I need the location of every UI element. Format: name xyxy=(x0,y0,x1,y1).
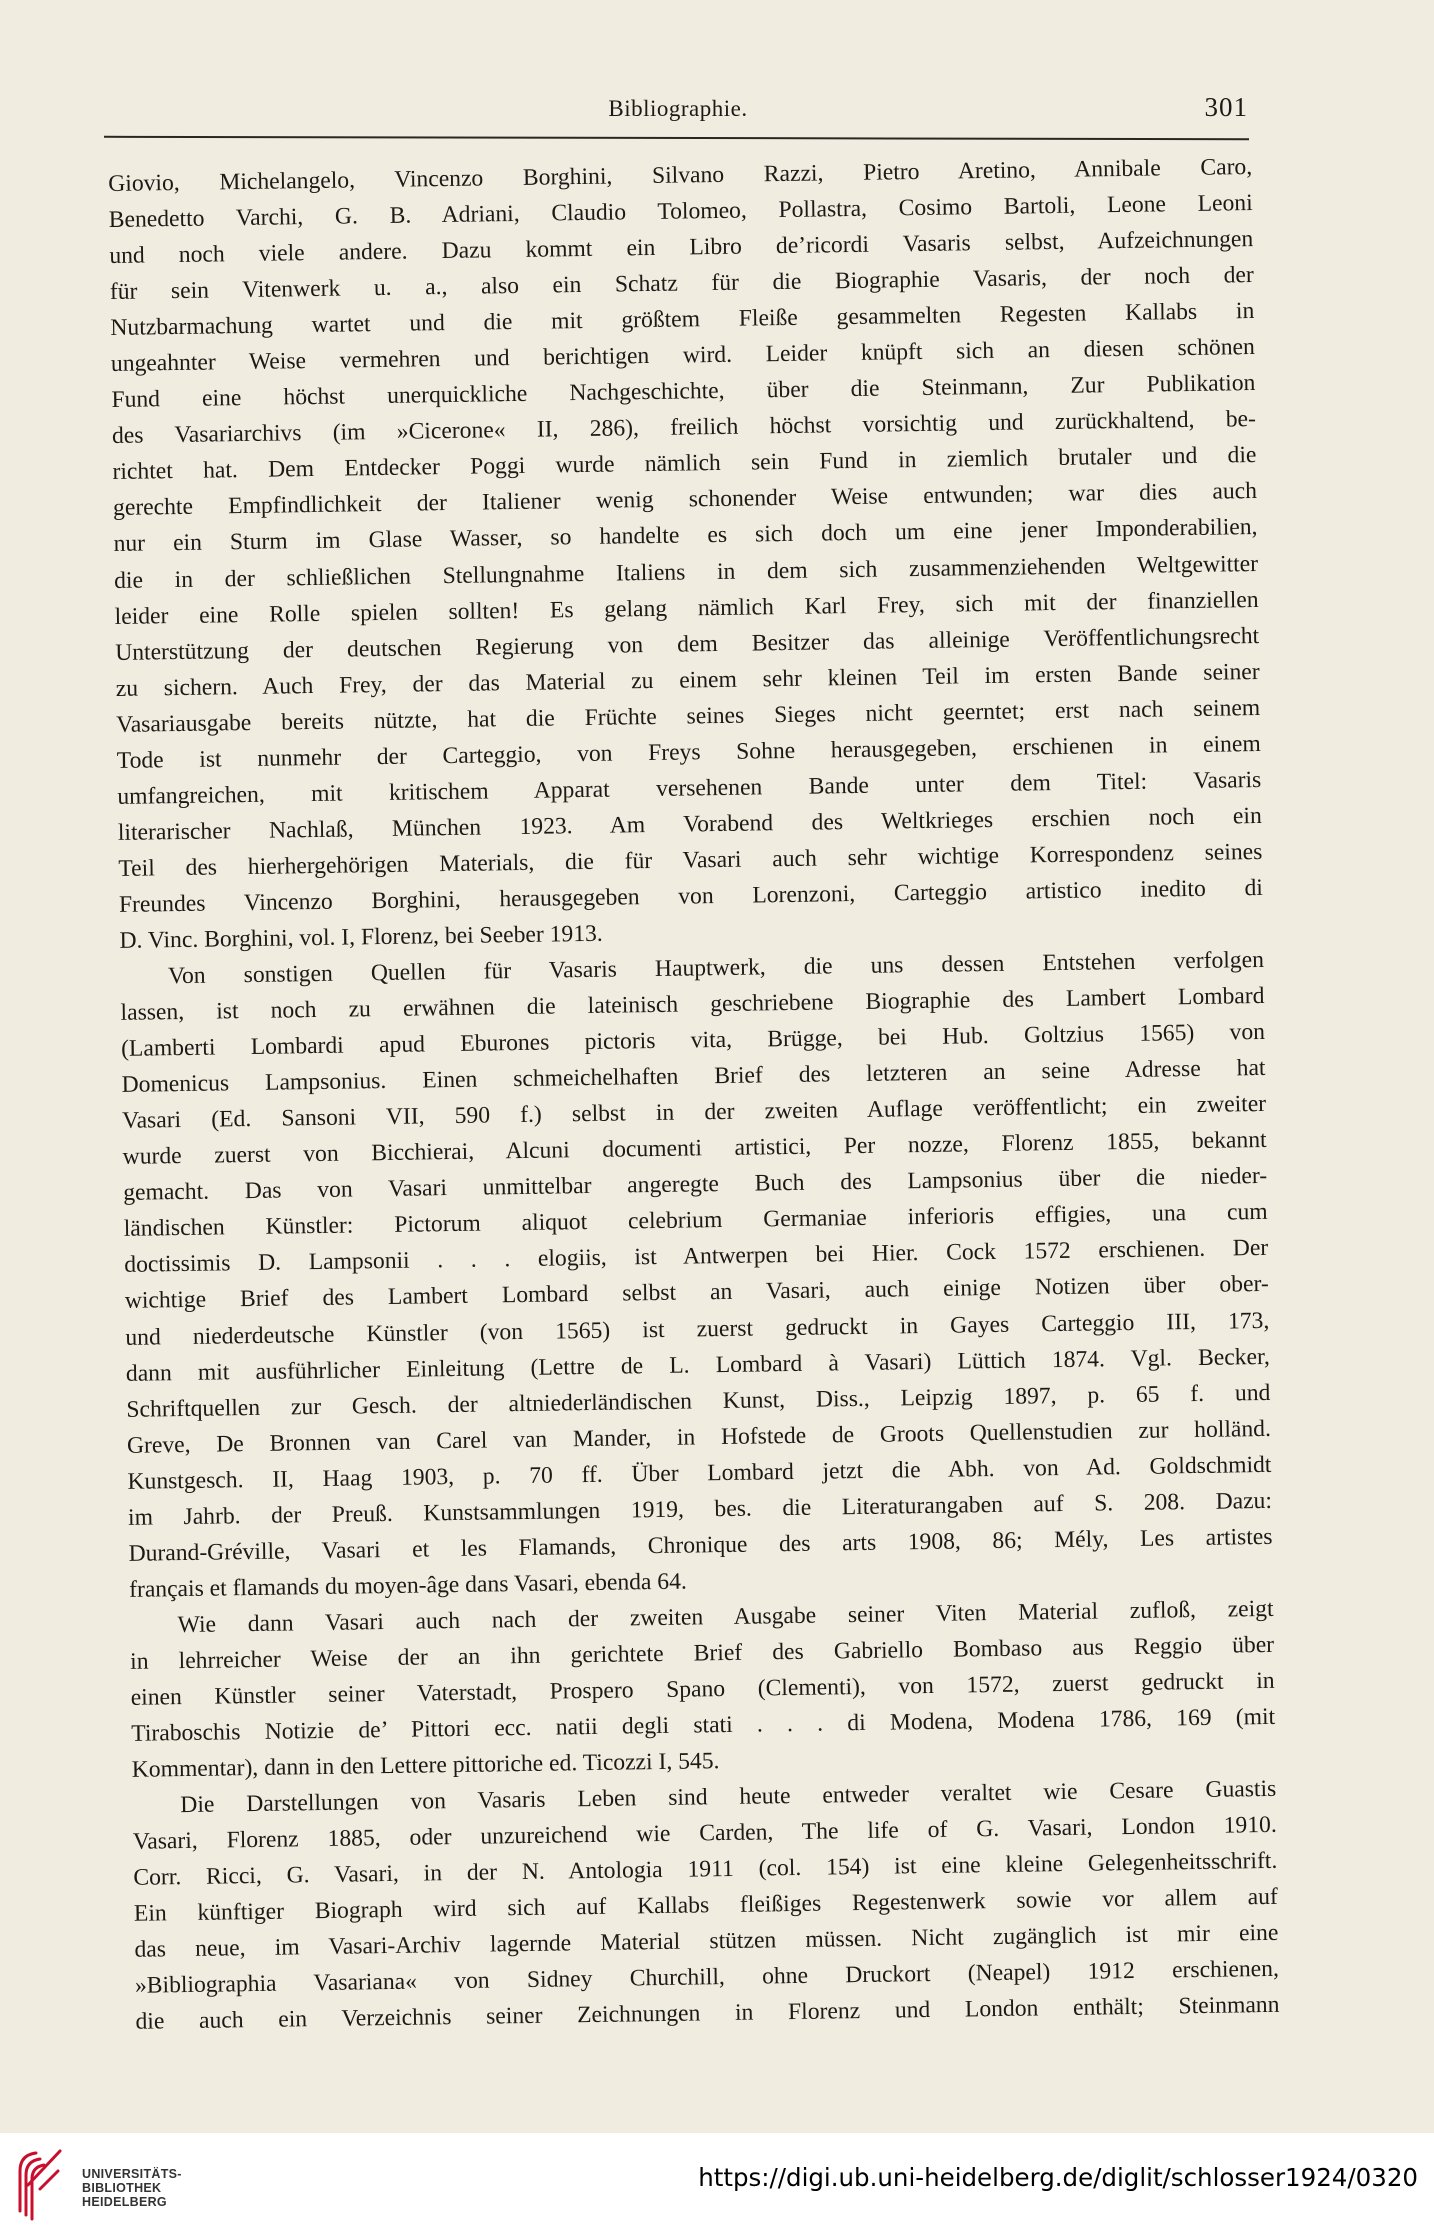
running-title: Bibliographie. xyxy=(608,96,748,121)
text-line: Kunstgesch. II, Haag 1903, p. 70 ff. Über Lombard jetzt die Abh. von Ad. Goldschmidt xyxy=(127,1451,1272,1495)
text-line: richtet hat. Dem Entdecker Poggi wurde nämlich sein Fund in ziemlich brutaler und die xyxy=(112,442,1257,486)
text-line: gemacht. Das von Vasari unmittelbar angeregte Buch des Lampsonius über die nieder- xyxy=(123,1163,1268,1207)
text-line: Durand-Gréville, Vasari et les Flamands, Chronique des arts 1908, 86; Mély, Les artistes xyxy=(128,1523,1273,1567)
body-text xyxy=(108,149,1280,2040)
text-line: die in der schließlichen Stellungnahme Italiens in dem sich zusammenziehenden Weltgewitter xyxy=(113,550,1259,594)
text-line: Teil des hierhergehörigen Materials, die für Vasari auch sehr wichtige Korrespondenz seines xyxy=(118,838,1263,882)
text-line: Tiraboschis Notizie de’ Pittori ecc. natii degli stati . . . di Modena, Modena 1786, 169 (mit xyxy=(131,1703,1276,1747)
text-line: Freundes Vincenzo Borghini, herausgegeben von Lorenzoni, Carteggio artistico inedito di xyxy=(118,874,1264,918)
text-line: lassen, ist noch zu erwähnen die lateinisch geschriebene Biographie des Lambert Lombard xyxy=(120,983,1265,1026)
text-line: Unterstützung der deutschen Regierung von dem Besitzer das alleinige Veröffentlichungsrecht xyxy=(115,622,1260,666)
text-line: Die Darstellungen von Vasaris Leben sind heute entweder veraltet wie Cesare Guastis xyxy=(180,1775,1277,1819)
text-line: Von sonstigen Quellen für Vasaris Hauptwerk, die uns dessen Entstehen verfolgen xyxy=(167,946,1265,990)
text-line: doctissimis D. Lampsonii . . . elogiis, ist Antwerpen bei Hier. Cock 1572 erschienen. Der xyxy=(124,1235,1269,1279)
text-line: Vasari, Florenz 1885, oder unzureichend wie Carden, The life of G. Vasari, London 1910. xyxy=(132,1812,1277,1855)
text-line: Wie dann Vasari auch nach der zweiten Ausgabe seiner Viten Material zufloß, zeigt xyxy=(177,1595,1274,1639)
page-number: 301 xyxy=(1204,92,1248,122)
text-line: leider eine Rolle spielen sollten! Es gelang nämlich Karl Frey, sich mit der finanziellen xyxy=(114,586,1259,630)
text-line: Vasari (Ed. Sansoni VII, 590 f.) selbst in der zweiten Auflage veröffentlicht; ein zweiter xyxy=(121,1091,1267,1135)
text-line: für sein Vitenwerk u. a., also ein Schatz für die Biographie Vasaris, der noch der xyxy=(109,262,1254,306)
text-line: D. Vinc. Borghini, vol. I, Florenz, bei Seeber 1913. xyxy=(119,920,603,954)
library-name-line: UNIVERSITÄTS- xyxy=(82,2167,182,2181)
text-line: Benedetto Varchi, G. B. Adriani, Claudio Tolomeo, Pollastra, Cosimo Bartoli, Leone Leoni xyxy=(108,190,1253,234)
text-line: »Bibliographia Vasariana« von Sidney Churchill, ohne Druckort (Neapel) 1912 erschienen, xyxy=(134,1956,1280,2000)
library-name-line: BIBLIOTHEK xyxy=(82,2181,162,2195)
text-line: nur ein Sturm im Glase Wasser, so handelte es sich doch um eine jener Imponderabilien, xyxy=(113,514,1258,558)
text-line: zu sichern. Auch Frey, der das Material zu einem sehr kleinen Teil im ersten Bande seiner xyxy=(115,658,1260,702)
text-line: im Jahrb. der Preuß. Kunstsammlungen 1919, bes. die Literaturangaben auf S. 208. Dazu: xyxy=(127,1487,1273,1531)
text-line: Kommentar), dann in den Lettere pittoriche ed. Ticozzi I, 545. xyxy=(131,1748,720,1783)
text-line: und niederdeutsche Künstler (von 1565) ist zuerst gedruckt in Gayes Carteggio III, 173, xyxy=(125,1307,1270,1351)
text-line: (Lamberti Lombardi apud Eburones pictoris vita, Brügge, bei Hub. Goltzius 1565) von xyxy=(120,1019,1266,1063)
text-line: Tode ist nunmehr der Carteggio, von Freys Sohne herausgegeben, erschienen in einem xyxy=(116,730,1261,774)
text-line: Vasariausgabe bereits nützte, hat die Früchte seines Sieges nicht geerntet; erst nach seinem xyxy=(116,694,1261,738)
text-line: und noch viele andere. Dazu kommt ein Libro de’ricordi Vasaris selbst, Aufzeichnungen xyxy=(109,226,1254,270)
text-line: ungeahnter Weise vermehren und berichtigen wird. Leider knüpft sich an diesen schönen xyxy=(110,334,1256,378)
text-line: literarischer Nachlaß, München 1923. Am Vorabend des Weltkrieges erschien noch ein xyxy=(117,802,1262,846)
text-line: wurde zuerst von Bicchierai, Alcuni documenti artistici, Per nozze, Florenz 1855, bekannt xyxy=(122,1127,1267,1171)
text-line: Ein künftiger Biograph wird sich auf Kallabs fleißiges Regestenwerk sowie vor allem auf xyxy=(133,1884,1279,1928)
text-line: gerechte Empfindlichkeit der Italiener wenig schonender Weise entwunden; war dies auch xyxy=(112,478,1258,522)
text-line: français et flamands du moyen-âge dans Vasari, ebenda 64. xyxy=(128,1568,688,1603)
text-line: in lehrreicher Weise der an ihn gerichtete Brief des Gabriello Bombaso aus Reggio über xyxy=(129,1631,1275,1675)
source-url-link[interactable]: https://digi.ub.uni-heidelberg.de/diglit/schlosser1924/0320 xyxy=(698,2163,1418,2192)
text-line: Fund eine höchst unerquickliche Nachgeschichte, über die Steinmann, Zur Publikation xyxy=(111,370,1256,414)
text-line: umfangreichen, mit kritischem Apparat versehenen Bande unter dem Titel: Vasaris xyxy=(117,766,1262,810)
text-line: einen Künstler seiner Vaterstadt, Prospero Spano (Clementi), von 1572, zuerst gedruckt in xyxy=(130,1667,1275,1711)
text-line: Domenicus Lampsonius. Einen schmeichelhaften Brief des letzteren an seine Adresse hat xyxy=(121,1055,1266,1099)
text-line: ländischen Künstler: Pictorum aliquot celebrium Germaniae inferioris effigies, una cum xyxy=(123,1199,1268,1243)
text-line: das neue, im Vasari-Archiv lagernde Material stützen müssen. Nicht zugänglich ist mir eine xyxy=(134,1920,1279,1964)
text-line: Corr. Ricci, G. Vasari, in der N. Antologia 1911 (col. 154) ist eine kleine Gelegenheitsschrift. xyxy=(133,1848,1278,1892)
text-line: dann mit ausführlicher Einleitung (Lettre de L. Lombard à Vasari) Lüttich 1874. Vgl. Becker, xyxy=(125,1343,1270,1387)
text-line: die auch ein Verzeichnis seiner Zeichnungen in Florenz und London enthält; Steinmann xyxy=(135,1992,1280,2036)
text-line: Nutzbarmachung wartet und die mit größtem Fleiße gesammelten Regesten Kallabs in xyxy=(110,298,1255,342)
text-line: Schriftquellen zur Gesch. der altniederländischen Kunst, Diss., Leipzig 1897, p. 65 f. und xyxy=(126,1379,1271,1423)
text-line: Greve, De Bronnen van Carel van Mander, in Hofstede de Groots Quellenstudien zur holländ. xyxy=(126,1415,1272,1459)
running-head xyxy=(108,92,1248,136)
text-line: des Vasariarchivs (im »Cicerone« II, 286), freilich höchst vorsichtig und zurückhaltend, be- xyxy=(111,406,1257,450)
header-rule xyxy=(104,136,1249,140)
library-name-line: HEIDELBERG xyxy=(82,2195,167,2209)
heidelberg-library-logo-icon xyxy=(14,2145,66,2223)
viewer-footer xyxy=(0,2133,1434,2236)
text-line: wichtige Brief des Lambert Lombard selbst an Vasari, auch einige Notizen über ober- xyxy=(124,1271,1269,1315)
library-name xyxy=(82,2167,182,2209)
text-line: Giovio, Michelangelo, Vincenzo Borghini, Silvano Razzi, Pietro Aretino, Annibale Caro, xyxy=(108,154,1253,197)
